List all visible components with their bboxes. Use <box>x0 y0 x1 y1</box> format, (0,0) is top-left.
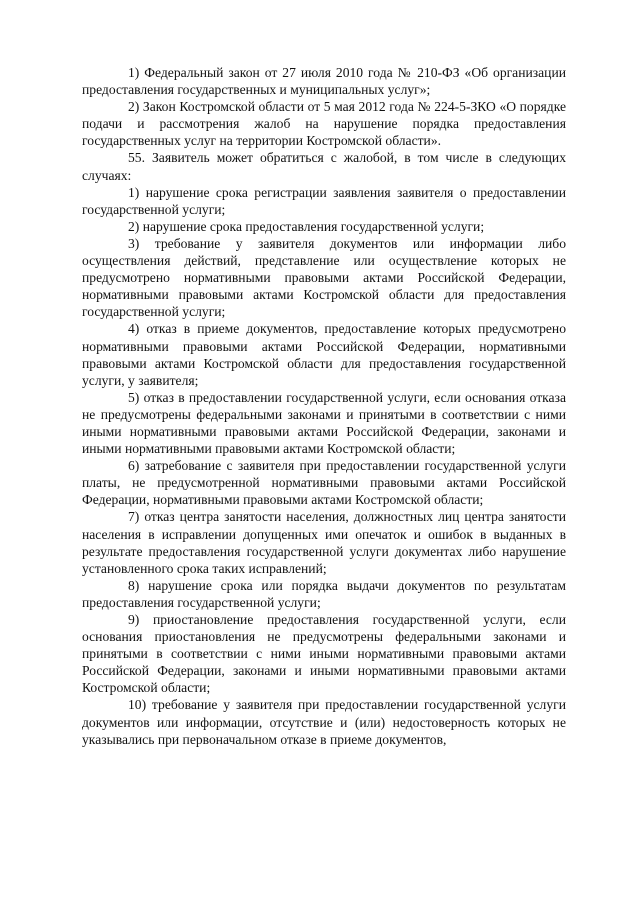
paragraph-law-224-5-zko: 2) Закон Костромской области от 5 мая 2012 года № 224-5-ЗКО «О порядке подачи и рассмотрения жалоб на нарушение порядка предоставления государственных услуг на территории Костромской области». <box>82 99 566 149</box>
case-item-7: 7) отказ центра занятости населения, должностных лиц центра занятости населения в исправлении допущенных ими опечаток и ошибок в выданных в результате предоставления государственной услуги документах либо нарушение установленного срока таких исправлений; <box>82 509 566 576</box>
case-item-6: 6) затребование с заявителя при предоставлении государственной услуги платы, не предусмотренной нормативными правовыми актами Российской Федерации, нормативными правовыми актами Костромской области; <box>82 458 566 508</box>
case-item-2: 2) нарушение срока предоставления государственной услуги; <box>128 218 485 234</box>
paragraph-law-210-fz: 1) Федеральный закон от 27 июля 2010 года № 210-ФЗ «Об организации предоставления государственных и муниципальных услуг»; <box>82 65 566 98</box>
case-item-8: 8) нарушение срока или порядка выдачи документов по результатам предоставления государственной услуги; <box>82 577 566 610</box>
case-item-9: 9) приостановление предоставления государственной услуги, если основания приостановления не предусмотрены федеральными законами и принятыми в соответствии с ними иными нормативными правовыми актами Российской Федерации, законами и иными нормативными правовыми актами Костромской области; <box>82 612 566 696</box>
paragraph-55-heading: 55. Заявитель может обратиться с жалобой, в том числе в следующих случаях: <box>82 150 566 183</box>
document-body <box>82 64 566 748</box>
case-item-3: 3) требование у заявителя документов или информации либо осуществления действий, представление или осуществление которых не предусмотрено нормативными правовыми актами Российской Федерации, нормативными правовыми актами Костромской области для предоставления государственной услуги; <box>82 235 566 320</box>
case-item-5: 5) отказ в предоставлении государственной услуги, если основания отказа не предусмотрены федеральными законами и принятыми в соответствии с ними иными нормативными правовыми актами Российской Федерации, законами и иными нормативными правовыми актами Костромской области; <box>82 389 566 457</box>
case-item-10: 10) требование у заявителя при предоставлении государственной услуги документов или информации, отсутствие и (или) недостоверность которых не указывались при первоначальном отказе в приеме документов, <box>82 697 566 747</box>
case-item-1: 1) нарушение срока регистрации заявления заявителя о предоставлении государственной услуги; <box>82 184 566 217</box>
case-item-4: 4) отказ в приеме документов, предоставление которых предусмотрено нормативными правовыми актами Российской Федерации, нормативными правовыми актами Костромской области для предоставления государственной услуги, у заявителя; <box>82 321 566 388</box>
